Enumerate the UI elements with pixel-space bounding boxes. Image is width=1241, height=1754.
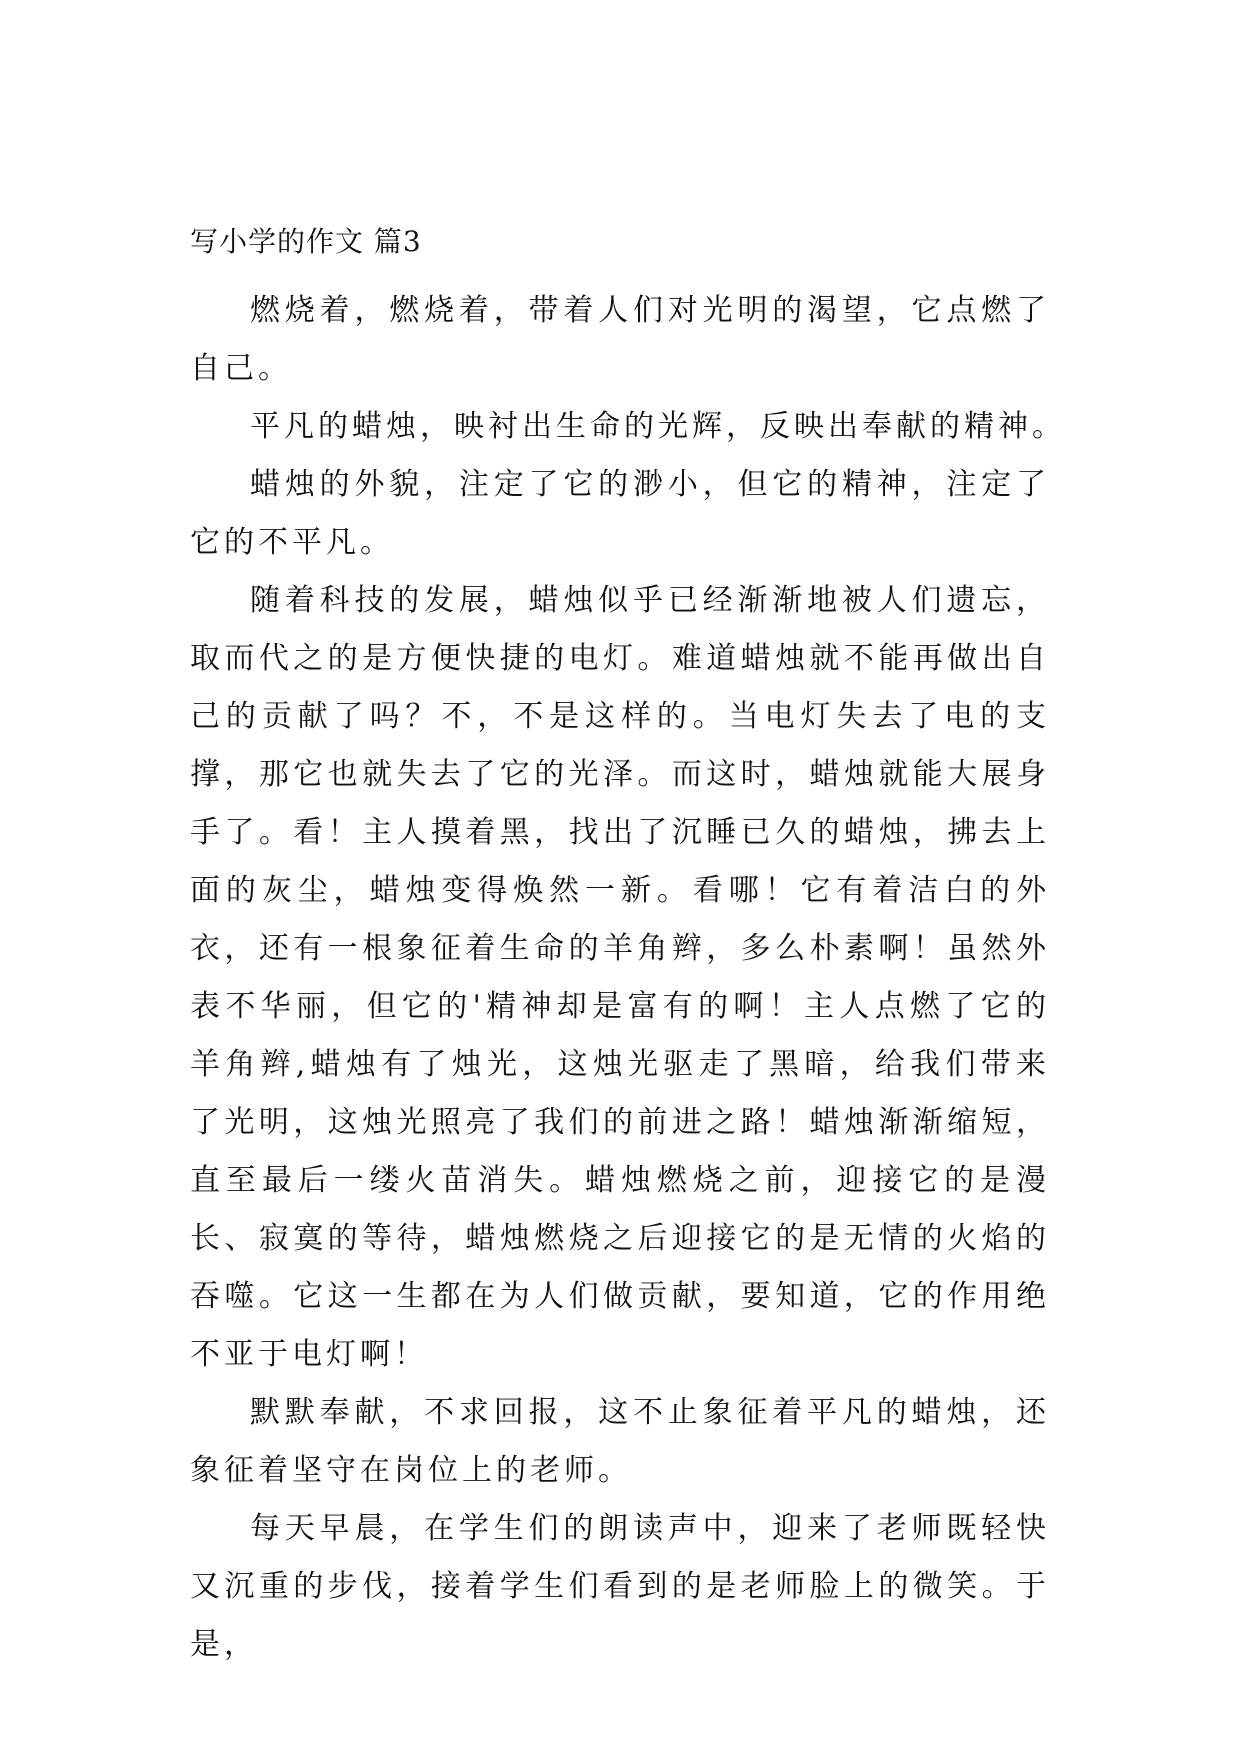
paragraph-2: 平凡的蜡烛，映衬出生命的光辉，反映出奉献的精神。 bbox=[250, 409, 1066, 444]
paragraph-3: 蜡烛的外貌，注定了它的渺小，但它的精神，注定了它的不平凡。 bbox=[190, 467, 1050, 560]
essay-title: 写小学的作文 篇3 bbox=[190, 225, 422, 258]
document-body bbox=[190, 222, 1066, 1674]
paragraph-6: 每天早晨，在学生们的朗读声中，迎来了老师既轻快又沉重的步伐，接着学生们看到的是老师脸上的微笑。于是， bbox=[190, 1511, 1050, 1662]
paragraph-4: 随着科技的发展，蜡烛似乎已经渐渐地被人们遗忘，取而代之的是方便快捷的电灯。难道蜡烛就不能再做出自己的贡献了吗？不，不是这样的。当电灯失去了电的支撑，那它也就失去了它的光泽。而这时，蜡烛就能大展身手了。看！主人摸着黑，找出了沉睡已久的蜡烛，拂去上面的灰尘，蜡烛变得焕然一新。看哪！它有着洁白的外衣，还有一根象征着生命的羊角辫，多么朴素啊！虽然外表不华丽，但它的'精神却是富有的啊！主人点燃了它的羊角辫,蜡烛有了烛光，这烛光驱走了黑暗，给我们带来了光明，这烛光照亮了我们的前进之路！蜡烛渐渐缩短，直至最后一缕火苗消失。蜡烛燃烧之前，迎接它的是漫长、寂寞的等待，蜡烛燃烧之后迎接它的是无情的火焰的吞噬。它这一生都在为人们做贡献，要知道，它的作用绝不亚于电灯啊！ bbox=[190, 583, 1050, 1372]
paragraph-5: 默默奉献，不求回报，这不止象征着平凡的蜡烛，还象征着坚守在岗位上的老师。 bbox=[190, 1395, 1050, 1488]
paragraph-1: 燃烧着，燃烧着，带着人们对光明的渴望，它点燃了自己。 bbox=[190, 293, 1050, 386]
